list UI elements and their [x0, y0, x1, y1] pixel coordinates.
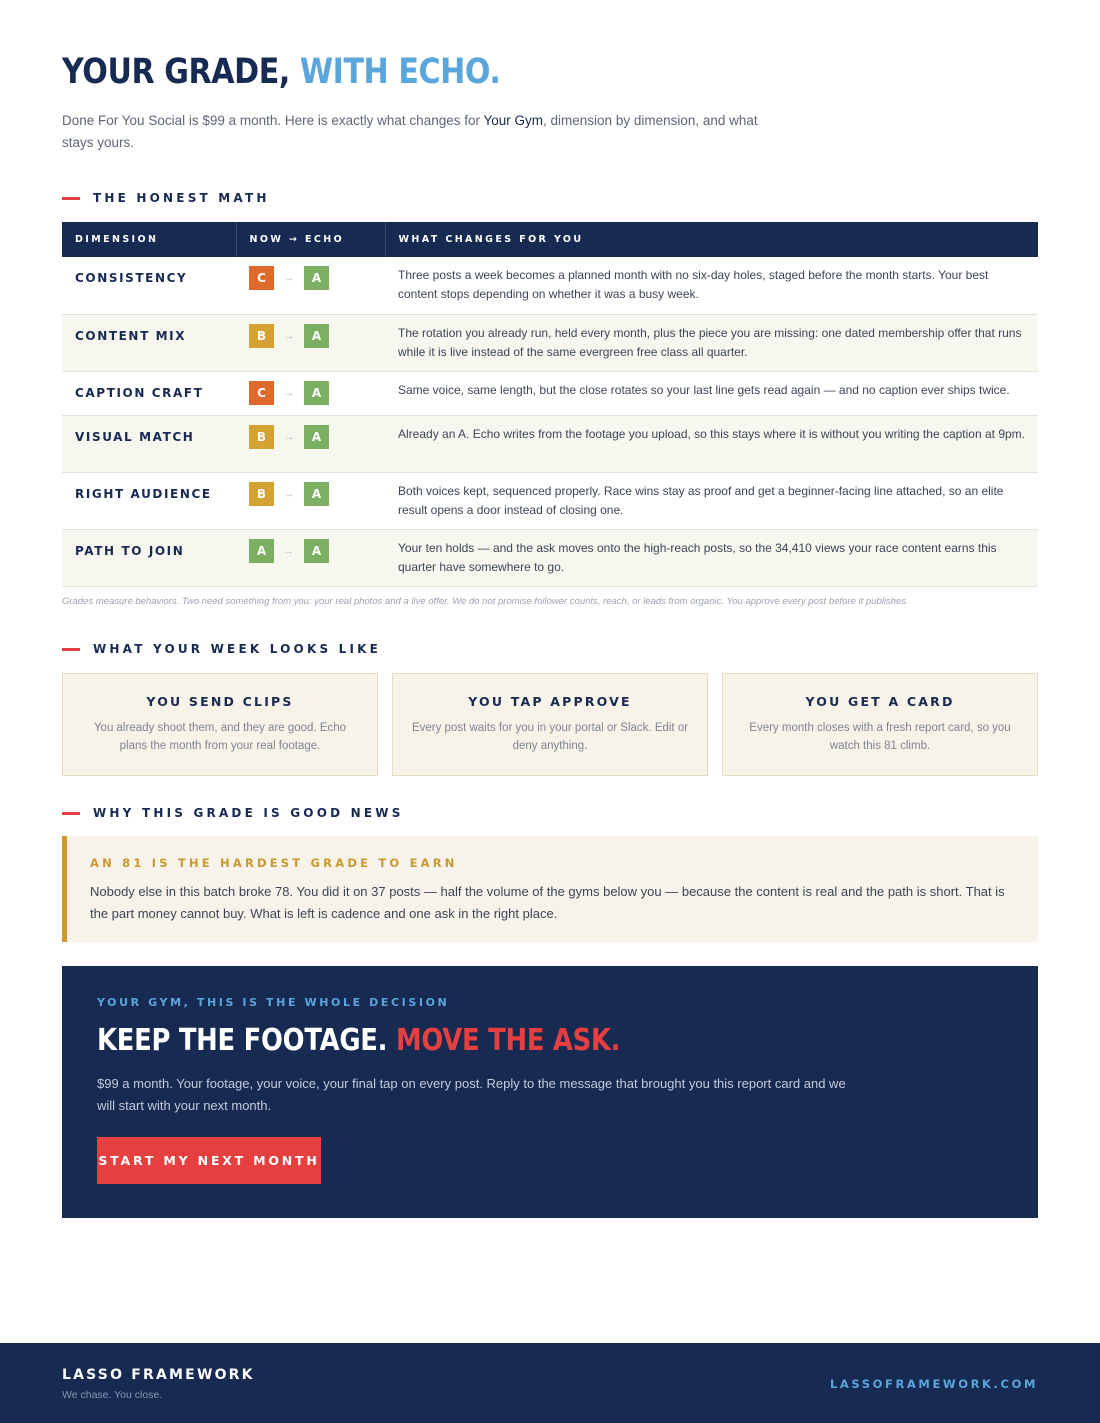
title-main: YOUR GRADE,	[62, 52, 290, 92]
grade-echo-badge: A	[304, 482, 329, 506]
grade-now-badge: C	[249, 266, 274, 290]
grade-now-badge: B	[249, 482, 274, 506]
grade-now-badge: B	[249, 425, 274, 449]
card-title: YOU TAP APPROVE	[468, 694, 632, 709]
cta-title-accent: MOVE THE ASK.	[395, 1023, 621, 1058]
grade-now-badge: A	[249, 539, 274, 563]
dimension-label: CONTENT MIX	[75, 328, 187, 343]
table-row	[62, 472, 1038, 529]
title-accent: WITH ECHO.	[299, 52, 501, 92]
grade-cell	[236, 472, 385, 529]
section-heading-news	[62, 805, 404, 821]
card-send-clips	[62, 673, 378, 776]
cta-title	[97, 1023, 876, 1058]
grade-echo-badge: A	[304, 266, 329, 290]
section-heading-label: WHAT YOUR WEEK LOOKS LIKE	[93, 642, 382, 656]
intro-before: Done For You Social is $99 a month. Here is exactly what changes for	[62, 113, 484, 128]
arrow-icon: →	[283, 386, 295, 399]
section-bar	[62, 197, 80, 200]
section-heading-week	[62, 641, 381, 657]
callout-text: Nobody else in this batch broke 78. You did it on 37 posts — half the volume of the gyms below you — because the content is real and the path is short. That is the part money cannot buy. What is left is cadence and one ask in the right place.	[90, 884, 1005, 921]
change-cell: Same voice, same length, but the close rotates so your last line gets read again — and no caption ever ships twice.	[385, 371, 1038, 415]
arrow-icon: →	[283, 487, 295, 500]
card-text: Every post waits for you in your portal or Slack. Edit or deny anything.	[411, 722, 689, 752]
grade-cell	[236, 415, 385, 472]
cta-title-main: KEEP THE FOOTAGE.	[97, 1023, 388, 1058]
good-news-callout	[62, 836, 1038, 942]
dimension-label: PATH TO JOIN	[75, 543, 185, 558]
dimension-cell	[62, 529, 236, 586]
table-row	[62, 314, 1038, 371]
arrow-icon: →	[283, 430, 295, 443]
header-now-echo: NOW → ECHO	[236, 222, 385, 257]
dimension-cell	[62, 371, 236, 415]
grade-cell	[236, 257, 385, 314]
card-text: Every month closes with a fresh report card, so you watch this 81 climb.	[749, 722, 1011, 752]
section-bar	[62, 812, 80, 815]
section-bar	[62, 648, 80, 651]
grade-echo-badge: A	[304, 381, 329, 405]
header-dimension: DIMENSION	[62, 222, 236, 257]
grade-echo-badge: A	[304, 425, 329, 449]
card-get-card	[722, 673, 1038, 776]
page-title	[62, 52, 500, 92]
week-cards	[62, 673, 1038, 776]
change-cell: The rotation you already run, held every month, plus the piece you are missing: one dated membership offer that runs while it is live instead of the same evergreen free class all quarter.	[385, 314, 1038, 371]
intro-gym-name: Your Gym	[483, 113, 544, 128]
change-cell: Your ten holds — and the ask moves onto the high-reach posts, so the 34,410 views your race content earns this quarter have somewhere to go.	[385, 529, 1038, 586]
section-heading-label: WHY THIS GRADE IS GOOD NEWS	[93, 806, 404, 820]
header-changes: WHAT CHANGES FOR YOU	[385, 222, 1038, 257]
arrow-icon: →	[283, 272, 295, 284]
cta-panel	[62, 966, 1038, 1218]
card-tap-approve	[392, 673, 708, 776]
footer	[0, 1343, 1100, 1423]
dimension-cell	[62, 257, 236, 314]
section-heading-label: THE HONEST MATH	[93, 191, 270, 205]
dimension-cell	[62, 314, 236, 371]
intro-after: , dimension by dimension, and what stays yours.	[62, 113, 758, 150]
grade-echo-badge: A	[304, 539, 329, 563]
change-cell: Already an A. Echo writes from the footage you upload, so this stays where it is without you writing the caption at 9pm.	[385, 415, 1038, 472]
grade-now-badge: C	[249, 381, 274, 405]
arrow-icon: →	[283, 544, 295, 557]
change-cell: Both voices kept, sequenced properly. Race wins stay as proof and get a beginner-facing line attached, so an elite result opens a door instead of closing one.	[385, 472, 1038, 529]
card-title: YOU GET A CARD	[805, 694, 955, 709]
section-heading-math	[62, 190, 270, 206]
grade-echo-badge: A	[304, 324, 329, 348]
dimension-cell	[62, 415, 236, 472]
table-row	[62, 257, 1038, 314]
card-title: YOU SEND CLIPS	[146, 694, 294, 709]
card-text: You already shoot them, and they are good. Echo plans the month from your real footage.	[93, 722, 347, 752]
start-next-month-button[interactable]: START MY NEXT MONTH	[97, 1137, 321, 1184]
dimension-label: RIGHT AUDIENCE	[75, 486, 212, 501]
cta-text: $99 a month. Your footage, your voice, your final tap on every post. Reply to the message that brought you this report card and we will start with your next month.	[97, 1076, 846, 1113]
table-row	[62, 529, 1038, 586]
footer-url-link[interactable]: LASSOFRAMEWORK.COM	[829, 1377, 1038, 1391]
table-header-row	[62, 222, 1038, 257]
dimension-label: CONSISTENCY	[75, 271, 188, 285]
table-footnote: Grades measure behaviors. Two need something from you: your real photos and a live offer. We do not promise follower counts, reach, or leads from organic. You approve every post before it publishes.	[62, 596, 909, 607]
dimension-label: VISUAL MATCH	[75, 429, 195, 444]
grade-now-badge: B	[249, 324, 274, 348]
dimension-label: CAPTION CRAFT	[75, 385, 204, 400]
change-cell: Three posts a week becomes a planned month with no six-day holes, staged before the month starts. Your best content stops depending on whether it was a busy week.	[385, 257, 1038, 314]
grade-cell	[236, 371, 385, 415]
intro-text	[62, 110, 772, 154]
grade-table	[62, 222, 1038, 587]
grade-cell	[236, 314, 385, 371]
footer-brand: LASSO FRAMEWORK	[62, 1367, 255, 1383]
dimension-cell	[62, 472, 236, 529]
table-row	[62, 415, 1038, 472]
footer-tagline: We chase. You close.	[62, 1389, 163, 1401]
grade-cell	[236, 529, 385, 586]
arrow-icon: →	[283, 329, 295, 342]
table-row	[62, 371, 1038, 415]
cta-eyebrow: YOUR GYM, THIS IS THE WHOLE DECISION	[97, 996, 450, 1009]
callout-heading: AN 81 IS THE HARDEST GRADE TO EARN	[90, 856, 458, 870]
